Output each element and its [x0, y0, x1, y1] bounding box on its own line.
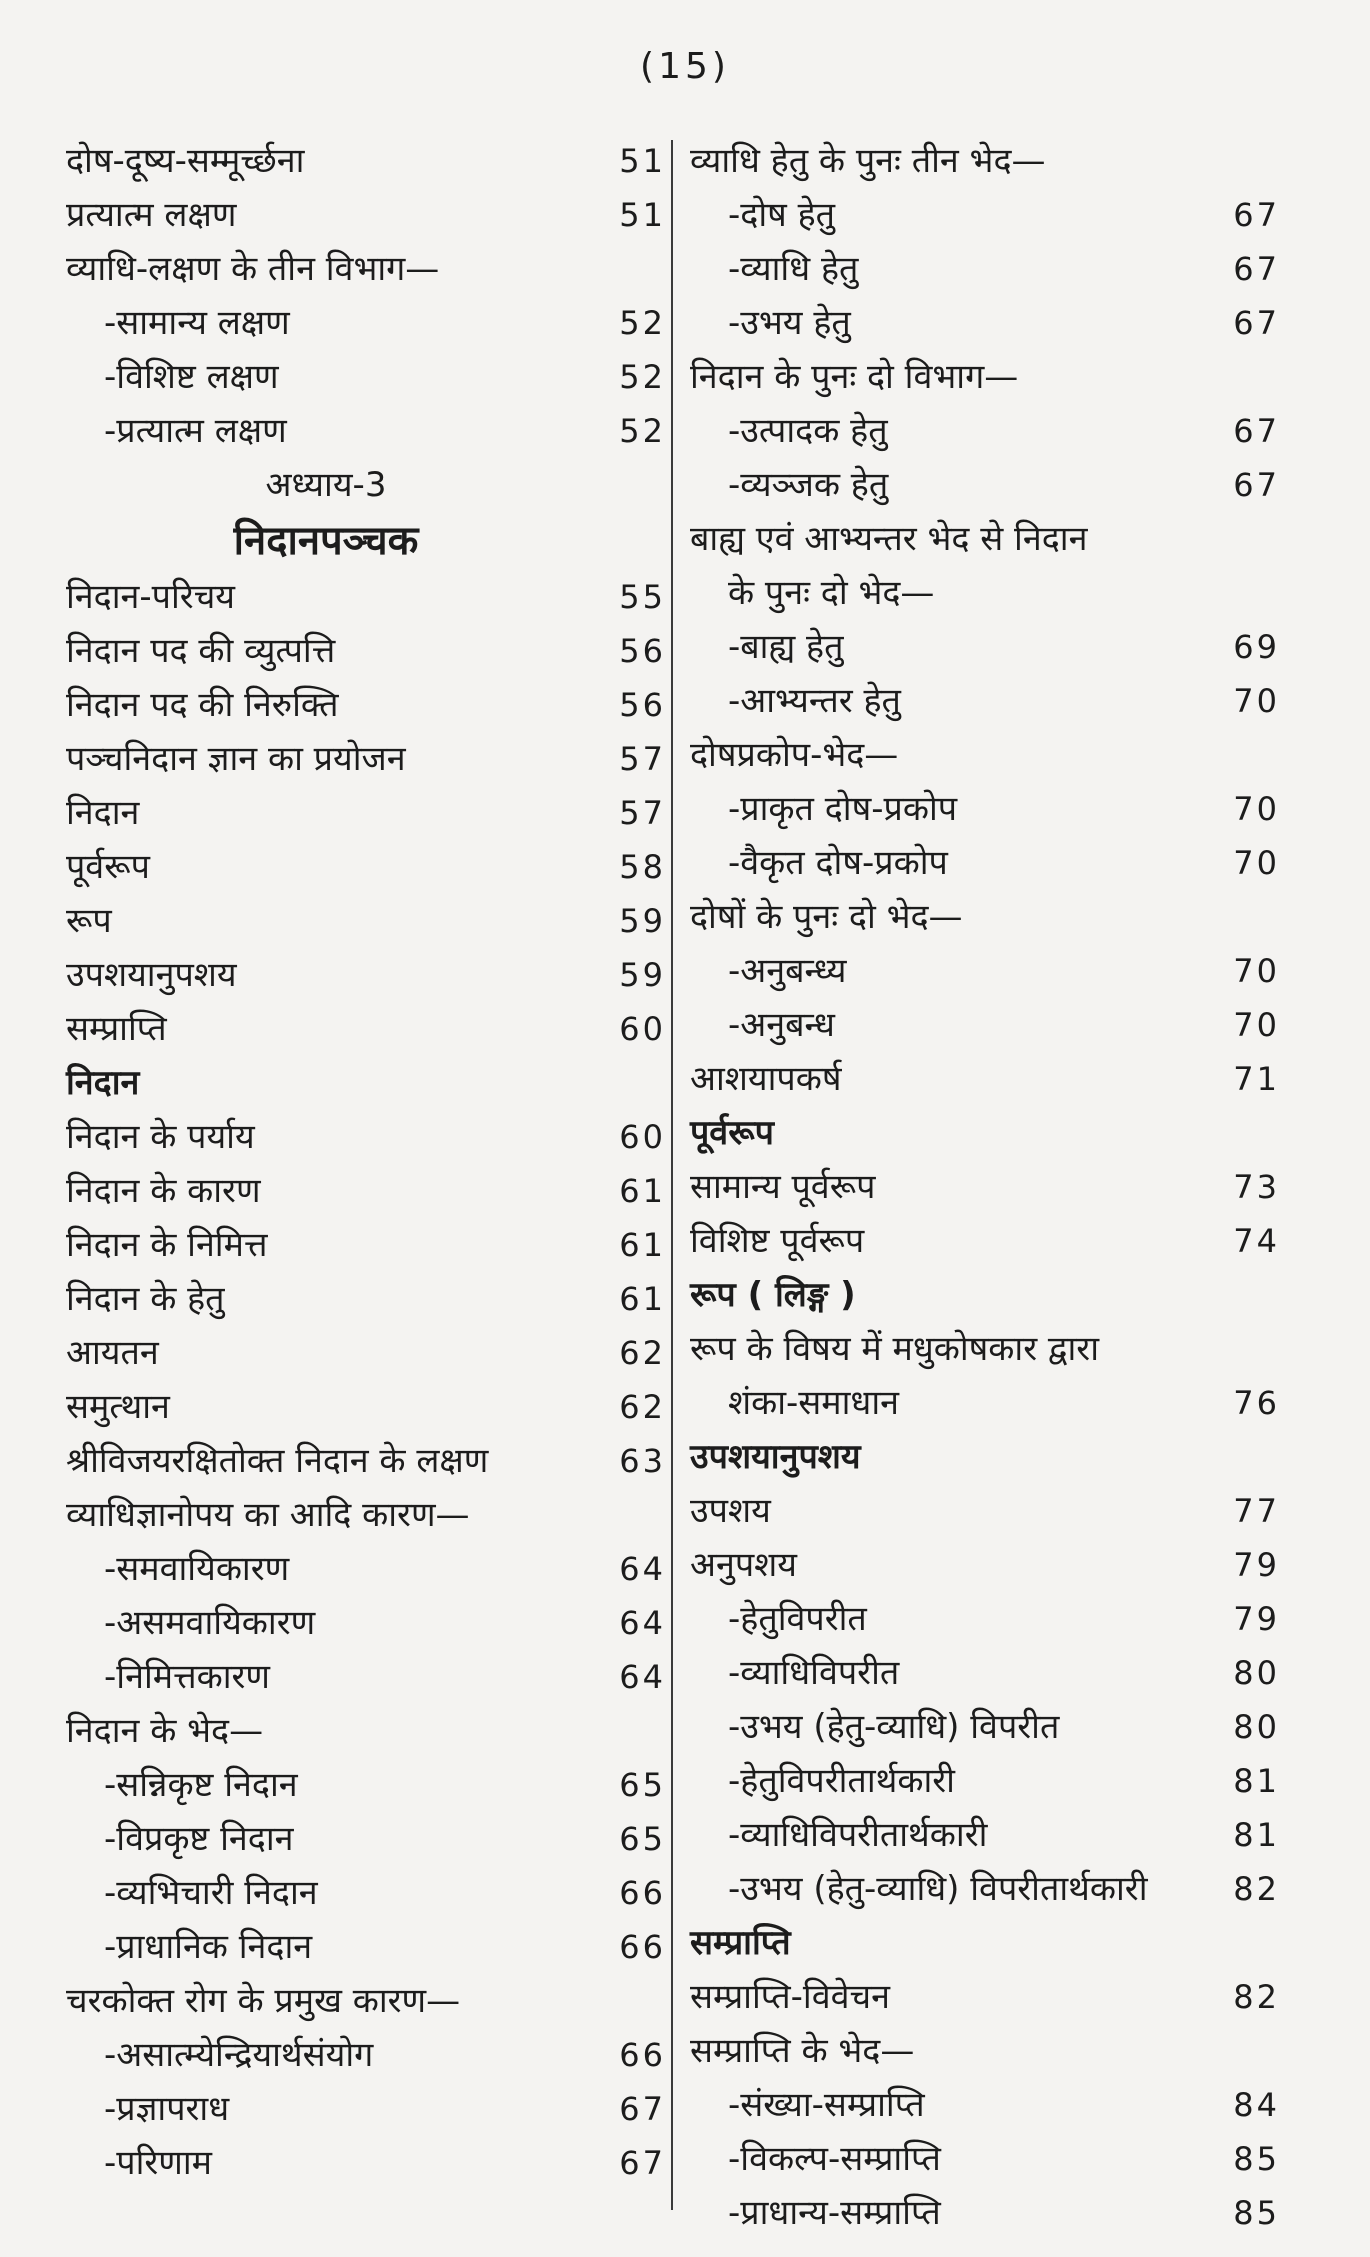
toc-entry-title: -वैकृत दोष-प्रकोप: [728, 843, 948, 883]
toc-entry-title: -सन्निकृष्ट निदान: [104, 1765, 298, 1805]
toc-entry-title: शंका-समाधान: [728, 1383, 900, 1423]
toc-entry: [66, 570, 666, 624]
toc-entry-page: 79: [1233, 1600, 1280, 1638]
toc-entry: [66, 1380, 666, 1434]
toc-entry-title: दोष-दूष्य-सम्मूर्च्छना: [66, 141, 305, 181]
toc-section-heading: [690, 1268, 1280, 1322]
toc-entry: [690, 404, 1280, 458]
toc-entry-title: व्याधिज्ञानोपय का आदि कारण—: [66, 1495, 470, 1535]
toc-entry-title: -सामान्य लक्षण: [104, 303, 290, 343]
toc-entry: [690, 350, 1280, 404]
toc-entry-title: -असमवायिकारण: [104, 1603, 316, 1643]
toc-entry-page: 67: [1233, 196, 1280, 234]
toc-entry-page: 74: [1233, 1222, 1280, 1260]
toc-entry-title: -व्याधि हेतु: [728, 249, 859, 289]
toc-entry: [690, 728, 1280, 782]
toc-entry-page: 57: [619, 794, 666, 832]
toc-entry-page: 65: [619, 1766, 666, 1804]
toc-entry: [66, 1704, 666, 1758]
toc-entry: [66, 732, 666, 786]
toc-entry-page: 51: [619, 196, 666, 234]
toc-entry-page: 80: [1233, 1654, 1280, 1692]
toc-entry-page: 64: [619, 1658, 666, 1696]
toc-entry: [66, 1542, 666, 1596]
toc-entry: [66, 1596, 666, 1650]
toc-entry: [66, 1164, 666, 1218]
toc-entry: [66, 1866, 666, 1920]
toc-entry-page: 60: [619, 1118, 666, 1156]
toc-entry-page: 56: [619, 632, 666, 670]
toc-entry: [690, 296, 1280, 350]
toc-entry: [690, 1592, 1280, 1646]
toc-entry: [690, 1376, 1280, 1430]
toc-section-heading: [690, 1106, 1280, 1160]
toc-entry-page: 67: [1233, 466, 1280, 504]
toc-entry-page: 57: [619, 740, 666, 778]
toc-entry-title: उपशयानुपशय: [66, 955, 237, 995]
toc-entry: [690, 134, 1280, 188]
toc-entry: [690, 1214, 1280, 1268]
toc-entry-page: 69: [1233, 628, 1280, 666]
toc-entry-page: 70: [1233, 790, 1280, 828]
toc-entry: [690, 1538, 1280, 1592]
toc-entry-title: -दोष हेतु: [728, 195, 836, 235]
toc-entry: [66, 1920, 666, 1974]
toc-entry-page: 65: [619, 1820, 666, 1858]
toc-entry-title: निदान के हेतु: [66, 1279, 225, 1319]
toc-entry: [690, 1754, 1280, 1808]
toc-entry-page: 67: [1233, 412, 1280, 450]
toc-entry: [690, 1484, 1280, 1538]
toc-entry-page: 64: [619, 1604, 666, 1642]
toc-entry-title: -बाह्य हेतु: [728, 627, 844, 667]
toc-entry: [690, 2132, 1280, 2186]
toc-entry-title: निदान पद की निरुक्ति: [66, 685, 339, 725]
toc-entry-title: -विप्रकृष्ट निदान: [104, 1819, 294, 1859]
toc-entry: [690, 242, 1280, 296]
toc-entry-title: अनुपशय: [690, 1545, 797, 1585]
toc-entry: [66, 404, 666, 458]
toc-entry-title: सम्प्राप्ति: [690, 1923, 791, 1963]
toc-entry: [690, 944, 1280, 998]
toc-entry-title: -व्याधिविपरीत: [728, 1653, 900, 1693]
toc-entry-page: 62: [619, 1334, 666, 1372]
toc-entry-title: व्याधि-लक्षण के तीन विभाग—: [66, 249, 440, 289]
toc-entry: [66, 2136, 666, 2190]
toc-entry-title: सम्प्राप्ति के भेद—: [690, 2031, 915, 2071]
toc-entry-title: -प्राकृत दोष-प्रकोप: [728, 789, 958, 829]
toc-entry-page: 77: [1233, 1492, 1280, 1530]
toc-entry-title: पूर्वरूप: [690, 1113, 774, 1153]
toc-entry-page: 76: [1233, 1384, 1280, 1422]
toc-entry-title: -व्यभिचारी निदान: [104, 1873, 318, 1913]
chapter-title: निदानपञ्चक: [233, 518, 419, 564]
toc-entry: [66, 1650, 666, 1704]
toc-entry-title: -असात्म्येन्द्रियार्थसंयोग: [104, 2035, 374, 2075]
toc-entry: [66, 894, 666, 948]
toc-right-column: [690, 134, 1280, 2240]
toc-entry-title: व्याधि हेतु के पुनः तीन भेद—: [690, 141, 1046, 181]
toc-entry: [66, 296, 666, 350]
toc-entry-title: -अनुबन्ध्य: [728, 951, 847, 991]
toc-entry-title: -उभय (हेतु-व्याधि) विपरीत: [728, 1707, 1060, 1747]
toc-entry-title: श्रीविजयरक्षितोक्त निदान के लक्षण: [66, 1441, 489, 1481]
toc-entry-title: पञ्चनिदान ज्ञान का प्रयोजन: [66, 739, 406, 779]
toc-entry: [690, 836, 1280, 890]
toc-entry-title: निदान: [66, 1063, 140, 1103]
toc-entry-title: निदान पद की व्युत्पत्ति: [66, 631, 336, 671]
toc-entry: [690, 1808, 1280, 1862]
toc-entry-title: -उभय (हेतु-व्याधि) विपरीतार्थकारी: [728, 1869, 1148, 1909]
toc-entry-page: 67: [619, 2144, 666, 2182]
toc-entry-title: रूप ( लिङ्ग ): [690, 1275, 856, 1315]
toc-entry-page: 73: [1233, 1168, 1280, 1206]
toc-entry-page: 85: [1233, 2140, 1280, 2178]
toc-entry-title: -व्याधिविपरीतार्थकारी: [728, 1815, 988, 1855]
toc-entry: [66, 242, 666, 296]
toc-entry-title: निदान के पुनः दो विभाग—: [690, 357, 1019, 397]
toc-entry-title: दोषों के पुनः दो भेद—: [690, 897, 963, 937]
toc-entry: [66, 1812, 666, 1866]
toc-entry-page: 61: [619, 1226, 666, 1264]
toc-entry: [66, 1110, 666, 1164]
toc-entry: [66, 678, 666, 732]
chapter-label: अध्याय-3: [265, 465, 387, 505]
toc-entry-title: निदान: [66, 793, 140, 833]
toc-entry-title: उपशयानुपशय: [690, 1437, 861, 1477]
toc-entry-title: -उभय हेतु: [728, 303, 851, 343]
toc-entry: [66, 1326, 666, 1380]
toc-entry-title: सम्प्राप्ति: [66, 1009, 167, 1049]
toc-entry-page: 58: [619, 848, 666, 886]
toc-entry-title: निदान के कारण: [66, 1171, 261, 1211]
toc-entry-page: 84: [1233, 2086, 1280, 2124]
toc-entry-title: सामान्य पूर्वरूप: [690, 1167, 876, 1207]
toc-entry-page: 61: [619, 1172, 666, 1210]
toc-entry: [66, 840, 666, 894]
toc-entry: [66, 350, 666, 404]
toc-entry: [690, 620, 1280, 674]
toc-entry-title: -उत्पादक हेतु: [728, 411, 888, 451]
toc-entry: [690, 2078, 1280, 2132]
toc-entry-page: 56: [619, 686, 666, 724]
toc-entry-title: के पुनः दो भेद—: [728, 573, 935, 613]
toc-entry-title: -प्राधान्य-सम्प्राप्ति: [728, 2193, 941, 2233]
toc-entry-page: 82: [1233, 1870, 1280, 1908]
toc-entry: [690, 188, 1280, 242]
toc-entry-title: -हेतुविपरीत: [728, 1599, 867, 1639]
toc-entry-title: -संख्या-सम्प्राप्ति: [728, 2085, 925, 2125]
toc-entry-page: 82: [1233, 1978, 1280, 2016]
toc-entry: [66, 2028, 666, 2082]
toc-entry-page: 64: [619, 1550, 666, 1588]
toc-entry-title: प्रत्यात्म लक्षण: [66, 195, 237, 235]
toc-entry: [690, 2186, 1280, 2240]
toc-entry: [690, 1646, 1280, 1700]
toc-entry: [690, 1160, 1280, 1214]
toc-entry-title: उपशय: [690, 1491, 771, 1531]
toc-entry-title: रूप के विषय में मधुकोषकार द्वारा: [690, 1329, 1099, 1369]
toc-entry-page: 60: [619, 1010, 666, 1048]
toc-entry-page: 71: [1233, 1060, 1280, 1098]
toc-entry-page: 63: [619, 1442, 666, 1480]
toc-entry-title: -परिणाम: [104, 2143, 213, 2183]
toc-entry-page: 81: [1233, 1816, 1280, 1854]
toc-entry-title: विशिष्ट पूर्वरूप: [690, 1221, 865, 1261]
toc-entry-page: 59: [619, 956, 666, 994]
toc-left-column: [66, 134, 666, 2190]
toc-entry: [690, 1862, 1280, 1916]
toc-entry-page: 70: [1233, 952, 1280, 990]
toc-entry-title: -निमित्तकारण: [104, 1657, 270, 1697]
toc-entry: [690, 1700, 1280, 1754]
toc-entry: [690, 1970, 1280, 2024]
toc-entry-page: 70: [1233, 1006, 1280, 1044]
toc-entry-title: -आभ्यन्तर हेतु: [728, 681, 901, 721]
toc-entry-title: -विशिष्ट लक्षण: [104, 357, 279, 397]
toc-entry-page: 61: [619, 1280, 666, 1318]
toc-entry-page: 51: [619, 142, 666, 180]
toc-entry-title: -व्यञ्जक हेतु: [728, 465, 889, 505]
toc-section-heading: [690, 1430, 1280, 1484]
toc-entry: [66, 1002, 666, 1056]
toc-entry-title: निदान के भेद—: [66, 1711, 264, 1751]
toc-entry-title: चरकोक्त रोग के प्रमुख कारण—: [66, 1981, 461, 2021]
toc-entry: [690, 890, 1280, 944]
toc-entry: [690, 1052, 1280, 1106]
toc-entry-page: 79: [1233, 1546, 1280, 1584]
toc-entry-page: 66: [619, 1874, 666, 1912]
column-divider: [671, 140, 673, 2210]
toc-entry: [66, 1758, 666, 1812]
toc-entry-title: सम्प्राप्ति-विवेचन: [690, 1977, 890, 2017]
toc-section-heading: [66, 1056, 666, 1110]
toc-entry-page: 81: [1233, 1762, 1280, 1800]
toc-entry: [66, 134, 666, 188]
toc-entry-title: -प्राधानिक निदान: [104, 1927, 313, 1967]
toc-entry: [690, 458, 1280, 512]
toc-entry-page: 52: [619, 304, 666, 342]
toc-entry: [66, 948, 666, 1002]
toc-entry: [690, 1322, 1280, 1376]
toc-entry-page: 67: [619, 2090, 666, 2128]
toc-entry: [690, 512, 1280, 566]
toc-entry-title: पूर्वरूप: [66, 847, 150, 887]
toc-entry-page: 80: [1233, 1708, 1280, 1746]
toc-entry: [66, 188, 666, 242]
toc-entry-page: 59: [619, 902, 666, 940]
toc-entry: [66, 1272, 666, 1326]
toc-entry-title: -हेतुविपरीतार्थकारी: [728, 1761, 955, 1801]
toc-entry-title: दोषप्रकोप-भेद—: [690, 735, 899, 775]
toc-entry-title: आयतन: [66, 1333, 159, 1373]
toc-entry-page: 66: [619, 2036, 666, 2074]
toc-entry-page: 66: [619, 1928, 666, 1966]
toc-entry-title: निदान-परिचय: [66, 577, 236, 617]
toc-entry: [66, 2082, 666, 2136]
toc-entry-page: 62: [619, 1388, 666, 1426]
toc-entry: [66, 786, 666, 840]
toc-entry-page: 67: [1233, 250, 1280, 288]
toc-entry-page: 85: [1233, 2194, 1280, 2232]
toc-entry-page: 70: [1233, 682, 1280, 720]
toc-entry: [690, 674, 1280, 728]
toc-entry-title: -प्रत्यात्म लक्षण: [104, 411, 287, 451]
toc-entry-page: 52: [619, 412, 666, 450]
toc-entry: [66, 1488, 666, 1542]
toc-entry-title: -समवायिकारण: [104, 1549, 290, 1589]
toc-entry-title: बाह्य एवं आभ्यन्तर भेद से निदान: [690, 519, 1088, 559]
toc-entry: [66, 624, 666, 678]
toc-entry: [690, 998, 1280, 1052]
toc-entry-title: -अनुबन्ध: [728, 1005, 835, 1045]
toc-entry: [66, 1434, 666, 1488]
toc-entry-page: 55: [619, 578, 666, 616]
toc-entry-title: निदान के पर्याय: [66, 1117, 255, 1157]
page-number: (15): [640, 46, 730, 87]
toc-entry-title: निदान के निमित्त: [66, 1225, 268, 1265]
toc-entry: [690, 782, 1280, 836]
toc-section-heading: [690, 1916, 1280, 1970]
toc-entry: [66, 1218, 666, 1272]
toc-entry-title: आशयापकर्ष: [690, 1059, 842, 1099]
toc-entry: [690, 2024, 1280, 2078]
toc-entry-title: -प्रज्ञापराध: [104, 2089, 230, 2129]
toc-entry: [66, 1974, 666, 2028]
toc-entry-page: 70: [1233, 844, 1280, 882]
toc-entry-title: समुत्थान: [66, 1387, 170, 1427]
toc-entry-page: 52: [619, 358, 666, 396]
toc-entry: [690, 566, 1280, 620]
toc-entry-page: 67: [1233, 304, 1280, 342]
toc-entry-title: -विकल्प-सम्प्राप्ति: [728, 2139, 941, 2179]
toc-entry-title: रूप: [66, 901, 112, 941]
